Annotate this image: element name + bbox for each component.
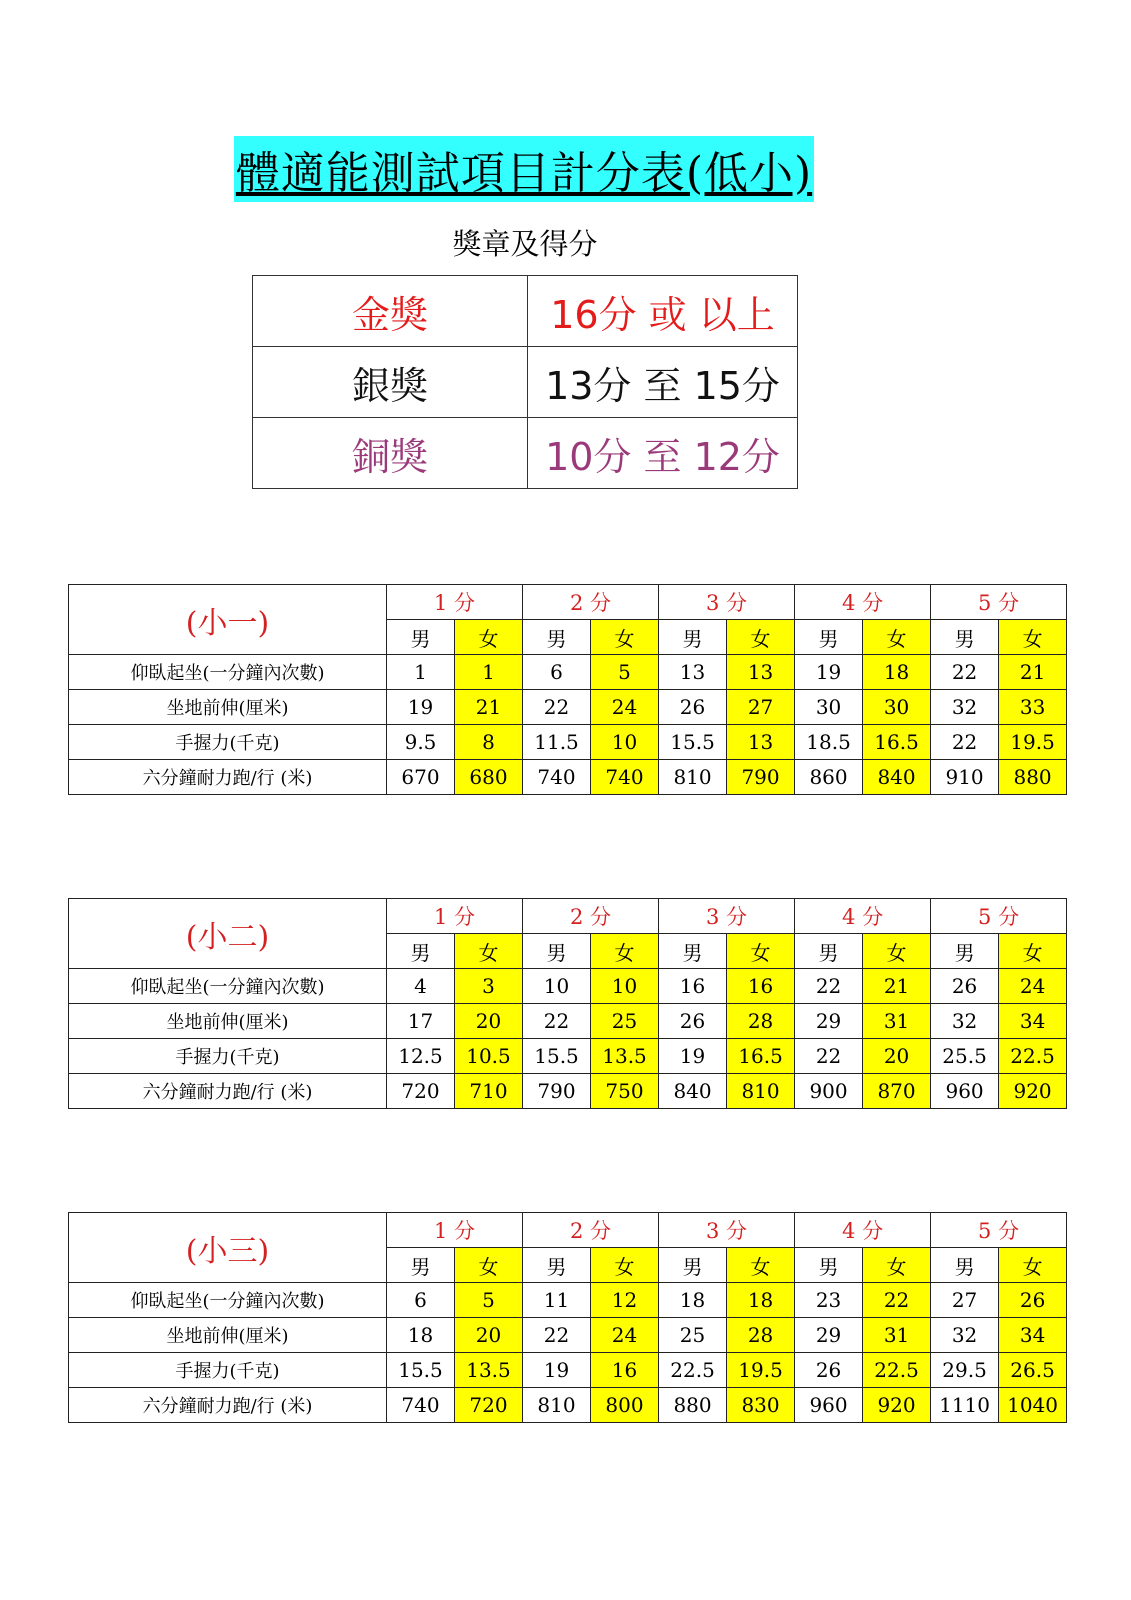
male-score-cell: 860 [795,760,863,795]
male-header: 男 [795,1248,863,1283]
female-score-cell: 880 [999,760,1067,795]
points-header: 1 分 [387,585,523,620]
item-label: 仰臥起坐(一分鐘內次數) [69,1283,387,1318]
male-score-cell: 15.5 [523,1039,591,1074]
male-score-cell: 740 [523,760,591,795]
item-label: 仰臥起坐(一分鐘內次數) [69,655,387,690]
male-score-cell: 29 [795,1004,863,1039]
female-score-cell: 19.5 [999,725,1067,760]
male-score-cell: 13 [659,655,727,690]
female-score-cell: 27 [727,690,795,725]
male-score-cell: 19 [795,655,863,690]
female-score-cell: 740 [591,760,659,795]
female-score-cell: 16 [591,1353,659,1388]
female-score-cell: 920 [999,1074,1067,1109]
item-label: 手握力(千克) [69,1353,387,1388]
male-score-cell: 15.5 [659,725,727,760]
female-score-cell: 3 [455,969,523,1004]
male-score-cell: 25.5 [931,1039,999,1074]
points-header: 1 分 [387,899,523,934]
female-score-cell: 25 [591,1004,659,1039]
male-score-cell: 6 [387,1283,455,1318]
female-score-cell: 13.5 [455,1353,523,1388]
male-score-cell: 22 [795,969,863,1004]
female-score-cell: 10.5 [455,1039,523,1074]
male-score-cell: 32 [931,1004,999,1039]
male-score-cell: 26 [795,1353,863,1388]
male-score-cell: 29 [795,1318,863,1353]
female-score-cell: 710 [455,1074,523,1109]
male-score-cell: 23 [795,1283,863,1318]
female-score-cell: 840 [863,760,931,795]
female-score-cell: 22.5 [863,1353,931,1388]
score-table-grade-2 [68,898,1067,1109]
male-score-cell: 17 [387,1004,455,1039]
table-row [69,1318,1067,1353]
item-label: 六分鐘耐力跑/行 (米) [69,1074,387,1109]
medal-name-gold: 金獎 [253,276,528,347]
male-score-cell: 22 [523,690,591,725]
medal-table [252,275,798,489]
medal-range-silver: 13分 至 15分 [528,347,798,418]
male-score-cell: 22 [931,655,999,690]
male-score-cell: 15.5 [387,1353,455,1388]
points-header: 5 分 [931,899,1067,934]
female-score-cell: 810 [727,1074,795,1109]
points-header: 2 分 [523,899,659,934]
table-row [69,1039,1067,1074]
male-score-cell: 19 [523,1353,591,1388]
female-score-cell: 1 [455,655,523,690]
page-title: 體適能測試項目計分表(低小) [235,148,813,199]
table-row [69,1283,1067,1318]
female-score-cell: 20 [455,1004,523,1039]
female-score-cell: 24 [591,1318,659,1353]
female-score-cell: 30 [863,690,931,725]
male-score-cell: 26 [931,969,999,1004]
female-score-cell: 24 [591,690,659,725]
female-score-cell: 21 [863,969,931,1004]
medal-name-bronze: 銅獎 [253,418,528,489]
medal-subtitle: 獎章及得分 [452,227,598,261]
female-score-cell: 28 [727,1318,795,1353]
female-header: 女 [999,1248,1067,1283]
female-header: 女 [863,1248,931,1283]
male-score-cell: 960 [931,1074,999,1109]
points-header: 3 分 [659,899,795,934]
female-score-cell: 28 [727,1004,795,1039]
male-score-cell: 32 [931,1318,999,1353]
male-score-cell: 810 [659,760,727,795]
female-score-cell: 800 [591,1388,659,1423]
male-score-cell: 11 [523,1283,591,1318]
female-score-cell: 18 [863,655,931,690]
female-score-cell: 31 [863,1318,931,1353]
male-header: 男 [523,620,591,655]
male-score-cell: 26 [659,690,727,725]
female-header: 女 [591,934,659,969]
female-score-cell: 16.5 [727,1039,795,1074]
item-label: 六分鐘耐力跑/行 (米) [69,760,387,795]
table-row [69,1074,1067,1109]
table-row [69,760,1067,795]
male-score-cell: 19 [387,690,455,725]
female-score-cell: 22.5 [999,1039,1067,1074]
item-label: 坐地前伸(厘米) [69,1318,387,1353]
male-score-cell: 1110 [931,1388,999,1423]
female-score-cell: 10 [591,969,659,1004]
points-header-row [69,1213,1067,1248]
points-header: 3 分 [659,1213,795,1248]
male-score-cell: 810 [523,1388,591,1423]
grade-label: (小三) [69,1213,387,1283]
female-score-cell: 20 [455,1318,523,1353]
points-header: 5 分 [931,1213,1067,1248]
male-header: 男 [795,620,863,655]
female-score-cell: 13 [727,655,795,690]
female-score-cell: 870 [863,1074,931,1109]
female-score-cell: 720 [455,1388,523,1423]
female-header: 女 [863,620,931,655]
female-score-cell: 19.5 [727,1353,795,1388]
item-label: 六分鐘耐力跑/行 (米) [69,1388,387,1423]
medal-range-bronze: 10分 至 12分 [528,418,798,489]
item-label: 手握力(千克) [69,725,387,760]
female-header: 女 [591,620,659,655]
female-score-cell: 5 [455,1283,523,1318]
male-score-cell: 30 [795,690,863,725]
item-label: 仰臥起坐(一分鐘內次數) [69,969,387,1004]
male-header: 男 [931,934,999,969]
male-score-cell: 880 [659,1388,727,1423]
male-score-cell: 16 [659,969,727,1004]
female-header: 女 [999,620,1067,655]
grade-label: (小一) [69,585,387,655]
male-score-cell: 25 [659,1318,727,1353]
female-header: 女 [727,620,795,655]
female-score-cell: 22 [863,1283,931,1318]
male-score-cell: 720 [387,1074,455,1109]
male-header: 男 [659,934,727,969]
female-header: 女 [727,1248,795,1283]
medal-row-gold [253,276,798,347]
points-header: 4 分 [795,899,931,934]
male-score-cell: 22.5 [659,1353,727,1388]
female-score-cell: 26.5 [999,1353,1067,1388]
male-header: 男 [931,1248,999,1283]
female-score-cell: 830 [727,1388,795,1423]
table-row [69,1388,1067,1423]
male-header: 男 [387,620,455,655]
female-score-cell: 34 [999,1318,1067,1353]
points-header: 3 分 [659,585,795,620]
male-score-cell: 670 [387,760,455,795]
male-score-cell: 18 [387,1318,455,1353]
male-score-cell: 22 [523,1004,591,1039]
male-header: 男 [387,1248,455,1283]
female-header: 女 [455,620,523,655]
male-score-cell: 22 [795,1039,863,1074]
female-score-cell: 750 [591,1074,659,1109]
medal-row-silver [253,347,798,418]
male-score-cell: 4 [387,969,455,1004]
male-score-cell: 19 [659,1039,727,1074]
female-score-cell: 16.5 [863,725,931,760]
female-score-cell: 13.5 [591,1039,659,1074]
male-score-cell: 22 [523,1318,591,1353]
female-score-cell: 21 [999,655,1067,690]
score-table-grade-3 [68,1212,1067,1423]
female-score-cell: 10 [591,725,659,760]
male-header: 男 [387,934,455,969]
table-row [69,655,1067,690]
medal-range-gold: 16分 或 以上 [528,276,798,347]
female-score-cell: 33 [999,690,1067,725]
female-score-cell: 34 [999,1004,1067,1039]
table-row [69,725,1067,760]
male-score-cell: 10 [523,969,591,1004]
male-score-cell: 11.5 [523,725,591,760]
female-header: 女 [727,934,795,969]
title-banner [234,136,814,202]
male-header: 男 [931,620,999,655]
male-score-cell: 9.5 [387,725,455,760]
male-header: 男 [523,1248,591,1283]
female-score-cell: 21 [455,690,523,725]
male-score-cell: 840 [659,1074,727,1109]
male-score-cell: 6 [523,655,591,690]
points-header: 2 分 [523,585,659,620]
medal-row-bronze [253,418,798,489]
male-header: 男 [659,1248,727,1283]
points-header: 1 分 [387,1213,523,1248]
points-header: 4 分 [795,585,931,620]
table-row [69,969,1067,1004]
male-score-cell: 32 [931,690,999,725]
male-score-cell: 900 [795,1074,863,1109]
male-header: 男 [795,934,863,969]
female-score-cell: 920 [863,1388,931,1423]
female-score-cell: 31 [863,1004,931,1039]
male-score-cell: 790 [523,1074,591,1109]
points-header-row [69,585,1067,620]
female-score-cell: 18 [727,1283,795,1318]
points-header: 2 分 [523,1213,659,1248]
male-score-cell: 960 [795,1388,863,1423]
female-score-cell: 24 [999,969,1067,1004]
male-header: 男 [659,620,727,655]
male-score-cell: 18 [659,1283,727,1318]
female-header: 女 [591,1248,659,1283]
item-label: 坐地前伸(厘米) [69,690,387,725]
male-score-cell: 27 [931,1283,999,1318]
points-header: 4 分 [795,1213,931,1248]
female-score-cell: 13 [727,725,795,760]
male-header: 男 [523,934,591,969]
male-score-cell: 22 [931,725,999,760]
medal-name-silver: 銀獎 [253,347,528,418]
male-score-cell: 910 [931,760,999,795]
item-label: 手握力(千克) [69,1039,387,1074]
table-row [69,1353,1067,1388]
item-label: 坐地前伸(厘米) [69,1004,387,1039]
points-header: 5 分 [931,585,1067,620]
female-header: 女 [455,934,523,969]
score-table-grade-1 [68,584,1067,795]
female-score-cell: 8 [455,725,523,760]
male-score-cell: 26 [659,1004,727,1039]
female-score-cell: 790 [727,760,795,795]
table-row [69,1004,1067,1039]
female-score-cell: 12 [591,1283,659,1318]
female-score-cell: 5 [591,655,659,690]
female-score-cell: 26 [999,1283,1067,1318]
male-score-cell: 18.5 [795,725,863,760]
male-score-cell: 12.5 [387,1039,455,1074]
female-score-cell: 16 [727,969,795,1004]
female-header: 女 [455,1248,523,1283]
male-score-cell: 1 [387,655,455,690]
female-score-cell: 1040 [999,1388,1067,1423]
points-header-row [69,899,1067,934]
male-score-cell: 29.5 [931,1353,999,1388]
table-row [69,690,1067,725]
female-score-cell: 20 [863,1039,931,1074]
female-header: 女 [999,934,1067,969]
female-header: 女 [863,934,931,969]
grade-label: (小二) [69,899,387,969]
female-score-cell: 680 [455,760,523,795]
male-score-cell: 740 [387,1388,455,1423]
